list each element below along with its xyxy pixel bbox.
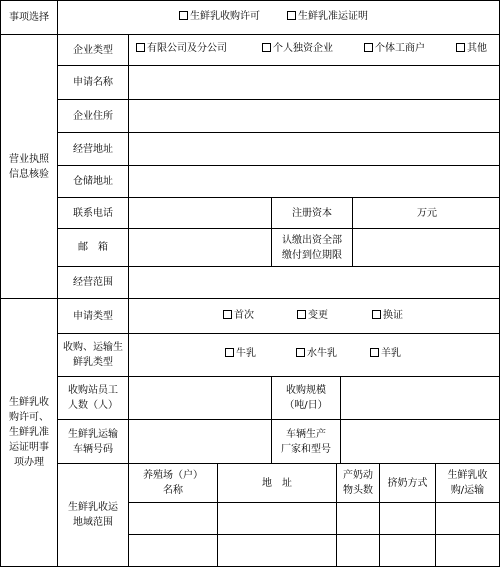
- option-sole-proprietorship[interactable]: 个人独资企业: [262, 43, 333, 55]
- region-row[interactable]: [129, 503, 499, 534]
- option-buffalo-milk[interactable]: 水牛乳: [296, 348, 337, 360]
- option-change[interactable]: 变更: [297, 310, 328, 322]
- checkbox-icon: [179, 11, 188, 20]
- purchase-scale-field[interactable]: [341, 377, 499, 419]
- checkbox-icon: [225, 348, 234, 357]
- purchase-scale-label: 收购规模 （吨/日）: [284, 385, 328, 411]
- registered-capital-field[interactable]: [353, 198, 499, 228]
- permit-section-label: 生鲜乳收 购许可、 生鲜乳准 运证明事 项办理: [9, 397, 49, 468]
- license-section-label: 营业执照 信息核验: [9, 153, 49, 180]
- warehouse-address-label: 仓储地址: [73, 176, 113, 187]
- capital-unit: 万元: [417, 207, 437, 219]
- label-col-divider: [57, 0, 58, 34]
- registered-capital-label: 注册资本: [292, 207, 332, 219]
- region-col-herd-size: 产奶动 物头数: [343, 470, 373, 496]
- applicant-name-label: 申请名称: [73, 77, 113, 88]
- application-type-label: 申请类型: [73, 310, 113, 322]
- email-field[interactable]: [129, 229, 271, 266]
- checkbox-icon: [262, 43, 271, 52]
- region-col-purchase-transport: 生鲜乳收 购/运输: [447, 470, 488, 496]
- option-other[interactable]: 其他: [456, 43, 487, 55]
- staff-count-field[interactable]: [129, 377, 271, 419]
- checkbox-icon: [296, 348, 305, 357]
- checkbox-icon: [372, 310, 381, 319]
- company-type-label: 企业类型: [73, 44, 113, 56]
- warehouse-address-field[interactable]: [129, 166, 499, 197]
- phone-label: 联系电话: [73, 207, 113, 219]
- capital-paid-deadline-field[interactable]: [353, 229, 499, 266]
- checkbox-icon: [136, 43, 145, 52]
- business-scope-label: 经营范围: [73, 277, 113, 288]
- checkbox-icon: [370, 348, 379, 357]
- option-goat-milk[interactable]: 羊乳: [370, 348, 401, 360]
- checkbox-icon: [456, 43, 465, 52]
- phone-field[interactable]: [129, 198, 271, 228]
- region-label: 生鲜乳收运 地域范围: [68, 502, 118, 528]
- option-milk-transport-cert[interactable]: 生鲜乳准运证明: [287, 11, 368, 23]
- business-scope-field[interactable]: [129, 267, 499, 298]
- staff-count-label: 收购站员工 人数（人）: [68, 385, 118, 411]
- option-limited-company[interactable]: 有限公司及分公司: [136, 43, 227, 55]
- checkbox-icon: [297, 310, 306, 319]
- region-row[interactable]: [129, 535, 499, 566]
- milk-type-label: 收购、运输生 鲜乳类型: [63, 342, 123, 368]
- vehicle-maker-label: 车辆生产 厂家和型号: [281, 428, 331, 455]
- option-individual-business[interactable]: 个体工商户: [364, 43, 425, 55]
- business-address-field[interactable]: [129, 133, 499, 165]
- email-label: 邮 箱: [78, 242, 108, 253]
- region-col-milking-method: 挤奶方式: [387, 477, 428, 489]
- vehicle-maker-field[interactable]: [341, 420, 499, 463]
- item-selection-label: 事项选择: [9, 12, 49, 23]
- region-col-farm-name: 养殖场（户） 名称: [143, 470, 203, 496]
- option-milk-purchase-permit[interactable]: 生鲜乳收购许可: [179, 11, 260, 23]
- business-address-label: 经营地址: [73, 143, 113, 155]
- company-address-field[interactable]: [129, 100, 499, 132]
- vehicle-plate-label: 生鲜乳运输 车辆号码: [68, 428, 118, 455]
- option-first-time[interactable]: 首次: [223, 310, 254, 322]
- vehicle-plate-field[interactable]: [129, 420, 271, 463]
- region-col-address: 地 址: [262, 477, 292, 489]
- table-border-top: [0, 0, 500, 1]
- checkbox-icon: [364, 43, 373, 52]
- option-cow-milk[interactable]: 牛乳: [225, 348, 256, 360]
- checkbox-icon: [287, 11, 296, 20]
- capital-paid-deadline-label: 认缴出资全部 缴付到位期限: [282, 234, 342, 261]
- company-address-label: 企业住所: [73, 110, 113, 122]
- option-renewal[interactable]: 换证: [372, 310, 403, 322]
- checkbox-icon: [223, 310, 232, 319]
- applicant-name-field[interactable]: [129, 66, 499, 99]
